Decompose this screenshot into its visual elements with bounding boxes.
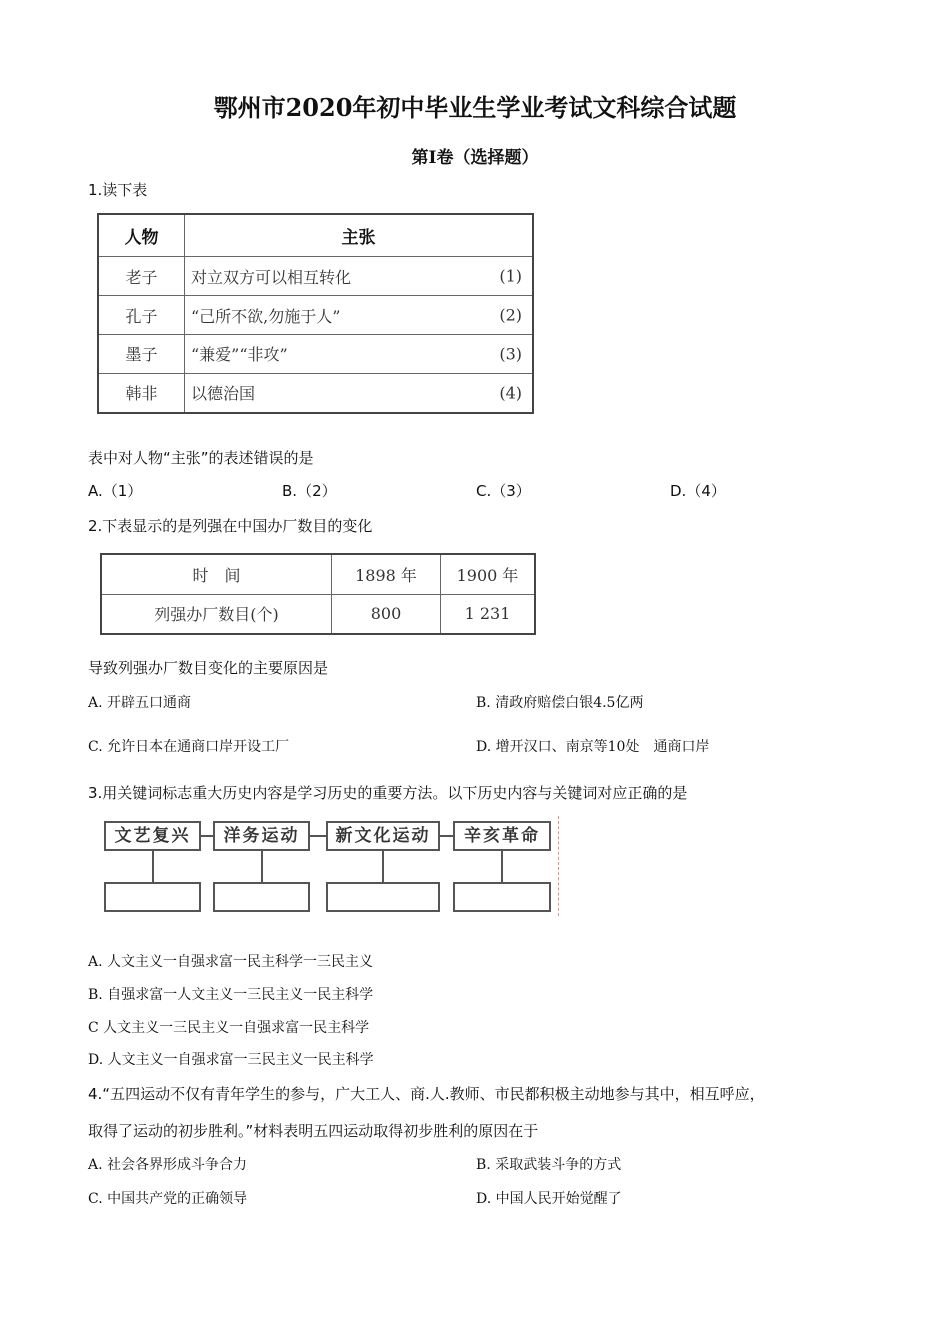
option-letter: D. [670, 482, 687, 500]
keyword-box: 新文化运动 [326, 821, 440, 851]
q2-header-1898: 1898 年 [332, 554, 441, 594]
q1-stem: 1.读下表 [88, 181, 148, 199]
q4-option-c[interactable]: C. 中国共产党的正确领导 [88, 1191, 248, 1207]
q3-option-a[interactable]: A. 人文主义一自强求富一民主科学一三民主义 [88, 954, 374, 970]
q1-claim: 以德治国 [191, 384, 256, 404]
q1-claim-cell [185, 296, 534, 335]
option-letter: A. [88, 482, 103, 500]
option-text: （3） [491, 482, 531, 500]
q1-person: 韩非 [98, 373, 185, 413]
q1-claim: “兼爱”“非攻” [191, 345, 288, 365]
q1-header-claim: 主张 [185, 214, 534, 257]
q2-stem: 2.下表显示的是列强在中国办厂数目的变化 [88, 517, 373, 535]
q2-option-a[interactable]: A. 开辟五口通商 [88, 695, 192, 711]
q1-claim: “己所不欲,勿施于人” [191, 306, 341, 326]
q1-option-d[interactable] [670, 480, 726, 501]
table-row [98, 257, 533, 296]
q1-claim-cell [185, 335, 534, 374]
q2-option-d[interactable]: D. 增开汉口、南京等10处 通商口岸 [476, 739, 710, 755]
q1-table-header [98, 214, 533, 257]
q2-option-b[interactable]: B. 清政府赔偿白银4.5亿两 [476, 695, 644, 711]
q4-option-b[interactable]: B. 采取武装斗争的方式 [476, 1157, 622, 1173]
keyword-box: 文艺复兴 [104, 821, 201, 851]
connector [152, 851, 154, 882]
table-row [101, 554, 535, 594]
q4-option-a[interactable]: A. 社会各界形成斗争合力 [88, 1157, 248, 1173]
q1-person: 墨子 [98, 335, 185, 374]
q1-claim-cell [185, 373, 534, 413]
answer-blank [453, 882, 551, 912]
section-heading: 第Ⅰ卷（选择题） [411, 148, 539, 168]
q2-table [100, 553, 536, 635]
connector [440, 835, 453, 837]
q2-row-label: 列强办厂数目(个) [101, 594, 332, 634]
q3-option-b[interactable]: B. 自强求富一人文主义一三民主义一民主科学 [88, 987, 374, 1003]
option-letter: B. [282, 482, 298, 500]
connector [261, 851, 263, 882]
q1-claim-number: (3) [499, 344, 522, 364]
q4-stem-line1: 4.“五四运动不仅有青年学生的参与，广大工人、商.人.教师、市民都积极主动地参与其中，相互呼应， [88, 1085, 765, 1103]
exam-title: 鄂州市2020年初中毕业生学业考试文科综合试题 [213, 93, 737, 122]
connector [382, 851, 384, 882]
divider [558, 816, 559, 916]
q1-option-a[interactable] [88, 480, 142, 501]
q1-claim-number: (4) [499, 383, 522, 403]
option-text: （4） [686, 482, 726, 500]
option-text: （1） [102, 482, 143, 500]
q2-value-1898: 800 [332, 594, 441, 634]
q3-option-d[interactable]: D. 人文主义一自强求富一三民主义一民主科学 [88, 1052, 374, 1068]
keyword-box: 洋务运动 [213, 821, 310, 851]
option-letter: C. [476, 482, 492, 500]
connector [501, 851, 503, 882]
answer-blank [104, 882, 201, 912]
table-row [98, 373, 533, 413]
q1-header-person: 人物 [98, 214, 185, 257]
q1-option-c[interactable] [476, 480, 531, 501]
q1-person: 孔子 [98, 296, 185, 335]
table-row [98, 296, 533, 335]
q4-stem-line2: 取得了运动的初步胜利。”材料表明五四运动取得初步胜利的原因在于 [88, 1122, 539, 1140]
q2-question: 导致列强办厂数目变化的主要原因是 [88, 659, 329, 677]
q1-claim-cell [185, 257, 534, 296]
q3-option-c[interactable]: C 人文主义一三民主义一自强求富一民主科学 [88, 1020, 370, 1036]
connector [201, 835, 213, 837]
q1-table [97, 213, 534, 414]
q1-option-b[interactable] [282, 480, 337, 501]
answer-blank [326, 882, 440, 912]
answer-blank [213, 882, 310, 912]
q1-claim-number: (2) [499, 305, 522, 325]
table-row [101, 594, 535, 634]
option-text: （2） [297, 482, 337, 500]
q1-claim-number: (1) [499, 266, 522, 286]
q3-stem: 3.用关键词标志重大历史内容是学习历史的重要方法。以下历史内容与关键词对应正确的是 [88, 784, 688, 802]
q2-value-1900: 1 231 [441, 594, 536, 634]
q2-header-1900: 1900 年 [441, 554, 536, 594]
q2-header-time: 时 间 [101, 554, 332, 594]
q1-question: 表中对人物“主张”的表述错误的是 [88, 449, 314, 467]
q4-option-d[interactable]: D. 中国人民开始觉醒了 [476, 1191, 622, 1207]
connector [310, 835, 326, 837]
keyword-box: 辛亥革命 [453, 821, 551, 851]
q2-option-c[interactable]: C. 允许日本在通商口岸开设工厂 [88, 739, 290, 755]
q1-person: 老子 [98, 257, 185, 296]
q1-claim: 对立双方可以相互转化 [191, 267, 352, 287]
table-row [98, 335, 533, 374]
